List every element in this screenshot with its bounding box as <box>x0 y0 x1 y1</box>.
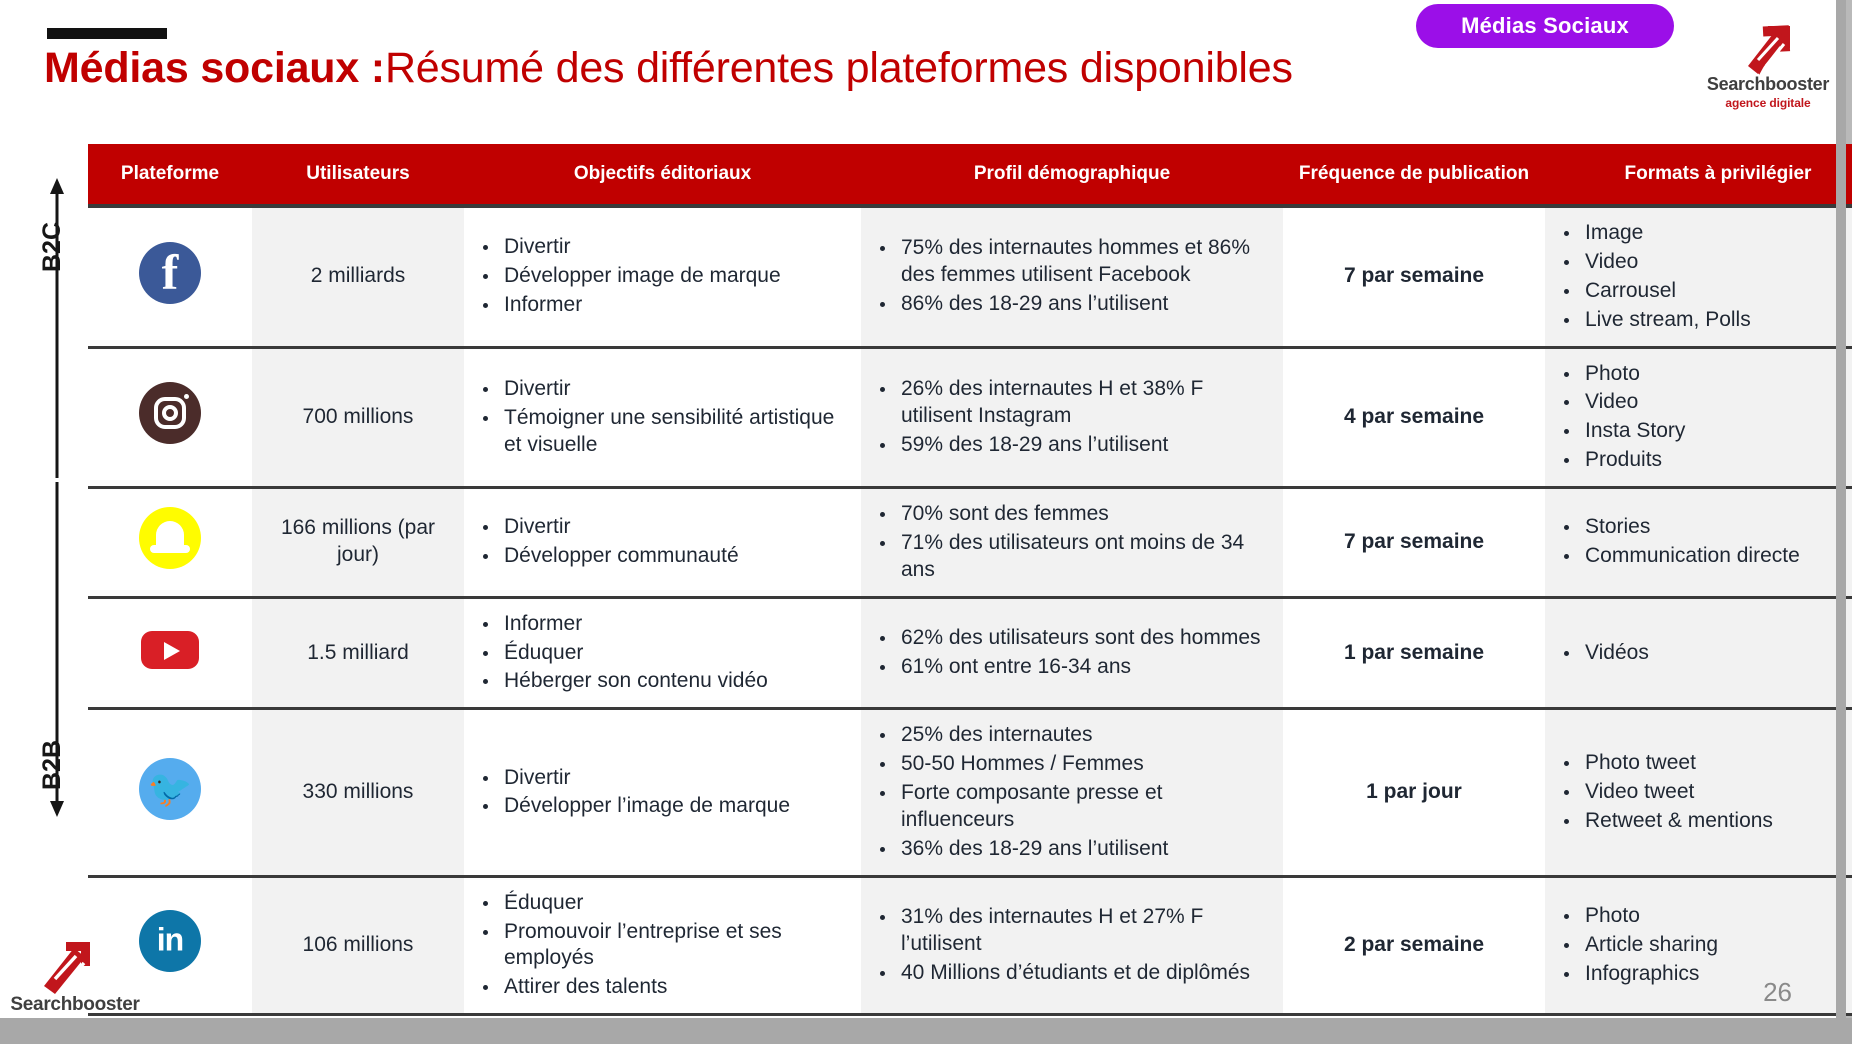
list-item: • Témoigner une sensibilité artistique et visuelle <box>500 405 853 459</box>
page-number: 26 <box>1763 977 1792 1007</box>
snapchat-icon <box>139 507 201 569</box>
cell-users: 166 millions (par jour) <box>252 488 464 598</box>
facebook-icon <box>139 242 201 304</box>
formats-list <box>1553 903 1852 988</box>
list-item: • 59% des 18-29 ans l’utilisent <box>897 432 1275 459</box>
cell-frequency: 7 par semaine <box>1283 206 1545 347</box>
cell-goals <box>464 206 861 347</box>
cell-demographics <box>861 206 1283 347</box>
cell-demographics <box>861 488 1283 598</box>
list-item: • 86% des 18-29 ans l’utilisent <box>897 291 1275 318</box>
platform-comparison-table <box>88 144 1852 1016</box>
goals-list <box>472 611 853 696</box>
page-title-strong: Médias sociaux : <box>44 44 385 92</box>
goals-list <box>472 234 853 319</box>
table-header-row <box>88 144 1852 206</box>
instagram-icon <box>139 382 201 444</box>
twitter-icon: 🐦 <box>139 758 201 820</box>
list-item: • 70% sont des femmes <box>897 501 1275 528</box>
formats-list <box>1553 220 1852 334</box>
cell-users: 106 millions <box>252 876 464 1015</box>
list-item: • Informer <box>500 292 853 319</box>
cell-formats <box>1545 876 1852 1015</box>
goals-list <box>472 376 853 459</box>
title-accent-rule <box>47 28 167 39</box>
list-item: • Héberger son contenu vidéo <box>500 668 853 695</box>
list-item: • 31% des internautes H et 27% F l’utilisent <box>897 904 1275 958</box>
demographics-list <box>869 235 1275 318</box>
cell-users: 330 millions <box>252 709 464 876</box>
demographics-list <box>869 722 1275 862</box>
list-item: • Vidéos <box>1581 640 1852 667</box>
cell-frequency: 4 par semaine <box>1283 347 1545 488</box>
list-item: • Éduquer <box>500 640 853 667</box>
logo-top <box>1698 24 1838 110</box>
list-item: • Stories <box>1581 514 1852 541</box>
formats-list <box>1553 750 1852 835</box>
cell-frequency: 1 par semaine <box>1283 597 1545 709</box>
right-bar <box>1836 0 1846 1044</box>
youtube-icon <box>139 618 201 680</box>
demographics-list <box>869 376 1275 459</box>
list-item: • Photo tweet <box>1581 750 1852 777</box>
cell-formats <box>1545 488 1852 598</box>
table-body <box>88 206 1852 1015</box>
goals-list <box>472 514 853 570</box>
list-item: • 75% des internautes hommes et 86% des femmes utilisent Facebook <box>897 235 1275 289</box>
list-item: • Live stream, Polls <box>1581 307 1852 334</box>
list-item: • Attirer des talents <box>500 974 853 1001</box>
list-item: • 62% des utilisateurs sont des hommes <box>897 625 1275 652</box>
cell-demographics <box>861 597 1283 709</box>
searchbooster-arrow-icon <box>1698 24 1838 76</box>
table-row <box>88 876 1852 1015</box>
list-item: • Informer <box>500 611 853 638</box>
table-row <box>88 347 1852 488</box>
cell-users: 1.5 milliard <box>252 597 464 709</box>
cell-platform <box>88 597 252 709</box>
goals-list <box>472 890 853 1002</box>
list-item: • 36% des 18-29 ans l’utilisent <box>897 836 1275 863</box>
cell-users: 700 millions <box>252 347 464 488</box>
goals-list <box>472 765 853 821</box>
list-item: • Éduquer <box>500 890 853 917</box>
axis-label-b2c: B2C <box>38 221 66 272</box>
list-item: • Infographics <box>1581 961 1852 988</box>
formats-list <box>1553 514 1852 570</box>
cell-goals <box>464 876 861 1015</box>
column-header-frequence: Fréquence de publication <box>1283 144 1545 206</box>
formats-list <box>1553 640 1852 667</box>
cell-formats <box>1545 206 1852 347</box>
table-row <box>88 206 1852 347</box>
demographics-list <box>869 501 1275 584</box>
list-item: • 71% des utilisateurs ont moins de 34 ans <box>897 530 1275 584</box>
cell-formats <box>1545 597 1852 709</box>
table-row <box>88 488 1852 598</box>
list-item: • Divertir <box>500 514 853 541</box>
list-item: • Insta Story <box>1581 418 1852 445</box>
cell-demographics <box>861 876 1283 1015</box>
list-item: • Développer l’image de marque <box>500 793 853 820</box>
demographics-list <box>869 904 1275 987</box>
status-badge: Médias Sociaux <box>1416 4 1674 48</box>
list-item: • Communication directe <box>1581 543 1852 570</box>
cell-formats <box>1545 347 1852 488</box>
list-item: • 40 Millions d’étudiants et de diplômés <box>897 960 1275 987</box>
column-header-formats: Formats à privilégier <box>1545 144 1852 206</box>
axis-label-b2b: B2B <box>38 739 66 790</box>
page-title <box>44 44 1293 93</box>
page-title-light: Résumé des différentes plateformes disponibles <box>384 44 1293 92</box>
cell-goals <box>464 597 861 709</box>
formats-list <box>1553 361 1852 475</box>
list-item: • Produits <box>1581 447 1852 474</box>
list-item: • Divertir <box>500 376 853 403</box>
list-item: • Video tweet <box>1581 779 1852 806</box>
cell-users: 2 milliards <box>252 206 464 347</box>
logo-tagline: agence digitale <box>1725 96 1811 110</box>
list-item: • Forte composante presse et influenceurs <box>897 780 1275 834</box>
cell-platform <box>88 206 252 347</box>
cell-frequency: 2 par semaine <box>1283 876 1545 1015</box>
logo-name: Searchbooster <box>10 994 140 1015</box>
cell-goals <box>464 709 861 876</box>
column-header-objectifs: Objectifs éditoriaux <box>464 144 861 206</box>
list-item: • Retweet & mentions <box>1581 808 1852 835</box>
list-item: • Article sharing <box>1581 932 1852 959</box>
cell-platform <box>88 347 252 488</box>
table-row <box>88 709 1852 876</box>
list-item: • 61% ont entre 16-34 ans <box>897 654 1275 681</box>
cell-platform <box>88 709 252 876</box>
list-item: • Photo <box>1581 903 1852 930</box>
column-header-plateforme: Plateforme <box>88 144 252 206</box>
logo-name: Searchbooster <box>1706 74 1830 94</box>
list-item: • Promouvoir l’entreprise et ses employés <box>500 919 853 973</box>
cell-goals <box>464 347 861 488</box>
bottom-bar <box>0 1018 1852 1044</box>
list-item: • 50-50 Hommes / Femmes <box>897 751 1275 778</box>
searchbooster-arrow-icon <box>0 940 150 996</box>
table-row <box>88 597 1852 709</box>
demographics-list <box>869 625 1275 681</box>
cell-goals <box>464 488 861 598</box>
cell-demographics <box>861 347 1283 488</box>
cell-formats <box>1545 709 1852 876</box>
list-item: • Divertir <box>500 234 853 261</box>
list-item: • Photo <box>1581 361 1852 388</box>
column-header-utilisateurs: Utilisateurs <box>252 144 464 206</box>
table-header <box>88 144 1852 206</box>
cell-platform <box>88 488 252 598</box>
list-item: • Image <box>1581 220 1852 247</box>
list-item: • Carrousel <box>1581 278 1852 305</box>
list-item: • Développer communauté <box>500 543 853 570</box>
list-item: • Divertir <box>500 765 853 792</box>
list-item: • Video <box>1581 249 1852 276</box>
column-header-profil: Profil démographique <box>861 144 1283 206</box>
list-item: • 26% des internautes H et 38% F utilisent Instagram <box>897 376 1275 430</box>
cell-frequency: 7 par semaine <box>1283 488 1545 598</box>
cell-demographics <box>861 709 1283 876</box>
list-item: • Video <box>1581 389 1852 416</box>
list-item: • Développer image de marque <box>500 263 853 290</box>
list-item: • 25% des internautes <box>897 722 1275 749</box>
cell-frequency: 1 par jour <box>1283 709 1545 876</box>
